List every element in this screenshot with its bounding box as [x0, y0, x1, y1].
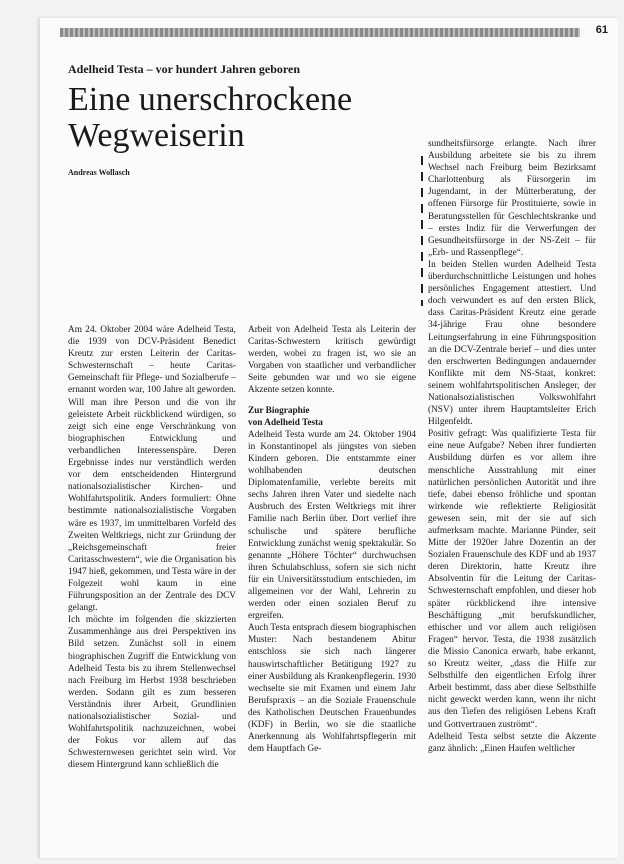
page-number: 61: [595, 24, 608, 36]
headline-line-2: Wegweiserin: [68, 117, 245, 154]
text-column-3: [428, 138, 596, 755]
paragraph: Auch Testa entsprach diesem biographischen Muster: Nach bestandenem Abitur entschloss sie sich nach längerer hauswirtschaftlicher Betätigung 1927 zu einer Ausbildung als Krankenpflegerin. 1930 wechselte sie mit Examen und einem Jahr Berufspraxis – an die Soziale Frauenschule des Katholischen Deutschen Frauenbundes (KDF) in Berlin, wo sie die staatliche Anerkennung als Wohlfahrtspflegerin mit dem Hauptfach Ge-: [248, 623, 416, 755]
paragraph: Positiv gefragt: Was qualifizierte Testa für eine neue Aufgabe? Neben ihrer fundierten Ausbildung dürfen es vor allem ihre menschliche Ausstrahlung mit einer natürlichen persönlichen Autorität und ihre tiefe, dabei ebenso fröhliche und spontan wirkende wie reflektierte Religiosität gewesen sein, mit der sie auf sich aufmerksam machte. Marianne Pünder, seit Mitte der 1920er Jahre Dozentin an der Sozialen Frauenschule des KDF und ab 1937 deren Direktorin, hatte Kreutz ihre Absolventin für die Leitung der Caritas-Schwesternschaft empfohlen, und dieser hob später rückblickend ihre intensive Beschäftigung „mit berufskundlicher, ethischer und vor allem auch religiösen Fragen“ hervor. Testa, die 1938 zusätzlich die Missio Canonica erwarb, habe erkannt, so Kreutz weiter, „dass die Hilfe zur Selbsthilfe den eigentlichen Erfolg ihrer Arbeit bestimmt, dass aber diese Selbsthilfe nicht geweckt werden kann, wenn ihr nicht aus den Tiefen des religiösen Lebens Kraft und Gottvertrauen zuströmt“.: [428, 429, 596, 730]
article-headline: [68, 82, 368, 154]
article-author: Andreas Wollasch: [68, 168, 130, 177]
text-column-1: [68, 324, 236, 771]
margin-marks: [421, 156, 423, 306]
section-heading-line-1: Zur Biographie: [248, 405, 310, 416]
section-heading-line-2: von Adelheid Testa: [248, 417, 323, 428]
header-rule: [60, 28, 580, 37]
paragraph: sundheitsfürsorge erlangte. Nach ihrer Ausbildung arbeitete sie bis zu ihrem Wechsel nach Freiburg beim Bezirksamt Charlottenburg als Fürsorgerin im Jugendamt, in der Mütterberatung, der offenen Fürsorge für Prostituierte, sowie in Beratungsstellen für Geschlechtskranke und – erstes Indiz für die Verwerfungen der Gesundheitsfürsorge in der NS-Zeit – für „Erb- und Rassenpflege“.: [428, 139, 596, 258]
paragraph: Am 24. Oktober 2004 wäre Adelheid Testa, die 1939 von DCV-Präsident Benedict Kreutz zur ersten Leiterin der Caritas-Schwesternschaft – heute Caritas-Gemeinschaft für Pflege- und Sozialberufe – ernannt worden war, 100 Jahre alt geworden. Will man ihre Person und die von ihr geleistete Arbeit rückblickend würdigen, so zeigt sich eine enge Verschränkung von biographischen Entwicklung und verbandlichen Interessenspäre. Deren Ergebnisse indes nur verständlich werden vor dem entscheidenden Hintergrund nationalsozialistischer Kirchen- und Wohlfahrtspolitik. Anders formuliert: Ohne bestimmte nationalsozialistische Vorgaben wäre es 1937, im unmittelbaren Vorfeld des Zweiten Weltkriegs, nicht zur Gründung der „Reichsgemeinschaft freier Caritasschwestern“, wie die Organisation bis 1947 hieß, gekommen, und Testa wäre in der Folgezeit wohl kaum in eine Führungsposition an der Zentrale des DCV gelangt.: [68, 325, 236, 614]
article-kicker: Adelheid Testa – vor hundert Jahren geboren: [68, 62, 301, 76]
headline-line-1: Eine unerschrockene: [68, 81, 353, 118]
paragraph: Ich möchte im folgenden die skizzierten Zusammenhänge aus drei Perspektiven ins Bild setzen. Zunächst soll in einem biographischen Zugriff die Entwicklung von Adelheid Testa bis zu ihrem Stellenwechsel nach Freiburg im Herbst 1938 beschrieben werden. Sodann gilt es zum besseren Verständnis ihrer Arbeit, Grundlinien nationalsozialistischer Sozial- und Wohlfahrtspolitik nachzuzeichnen, wobei der Fokus vor allem auf das Schwesternwesen gerichtet sein wird. Vor diesem Hintergrund kann schließlich die: [68, 615, 236, 771]
paragraph: Adelheid Testa selbst setzte die Akzente ganz ähnlich: „Einen Haufen weltlicher: [428, 731, 596, 754]
paragraph: Adelheid Testa wurde am 24. Oktober 1904 in Konstantinopel als jüngstes von sieben Kindern geboren. Die entstammte einer wohlhabenden deutschen Diplomatenfamilie, verlebte bereits mit sechs Jahren ihren Vater und siedelte nach Ausbruch des Ersten Weltkriegs mit ihrer Familie nach Berlin über. Dort verlief ihre schulische und spätere berufliche Entwicklung zunächst wenig spektakulär. So genannte „Höhere Töchter“ durchwuchsen ihren Schulabschluss, sofern sie sich nicht für ein Universitätsstudium entschieden, im allgemeinen vor der Wahl, Lehrerin zu werden oder einen sozialen Beruf zu ergreifen.: [248, 429, 416, 622]
paragraph: Arbeit von Adelheid Testa als Leiterin der Caritas-Schwestern kritisch gewürdigt werden, wobei zu fragen ist, wo sie an Vorgaben von staatlicher und verbandlicher Seite gebunden war und wo sie eigene Akzente setzen konnte.: [248, 325, 416, 396]
paragraph: In beiden Stellen wurden Adelheid Testa überdurchschnittliche Leistungen und hohes persönliches Engagement attestiert. Und doch verwundert es auf den ersten Blick, dass Caritas-Präsident Kreutz eine gerade 34-jährige Frau ohne besondere Leitungserfahrung in eine Führungsposition an die DCV-Zentrale berief – und dies unter den erschwerten Bedingungen andauernder Konflikte mit dem NS-Staat, konkret: seinem wohlfahrtspolitischen Ansleger, der Nationalsozialistischen Volkswohlfahrt (NSV) unter ihrem Hauptamtsleiter Erich Hilgenfeldt.: [428, 259, 596, 428]
section-heading: [248, 405, 416, 429]
magazine-page: [40, 18, 618, 858]
text-column-2: [248, 324, 416, 755]
